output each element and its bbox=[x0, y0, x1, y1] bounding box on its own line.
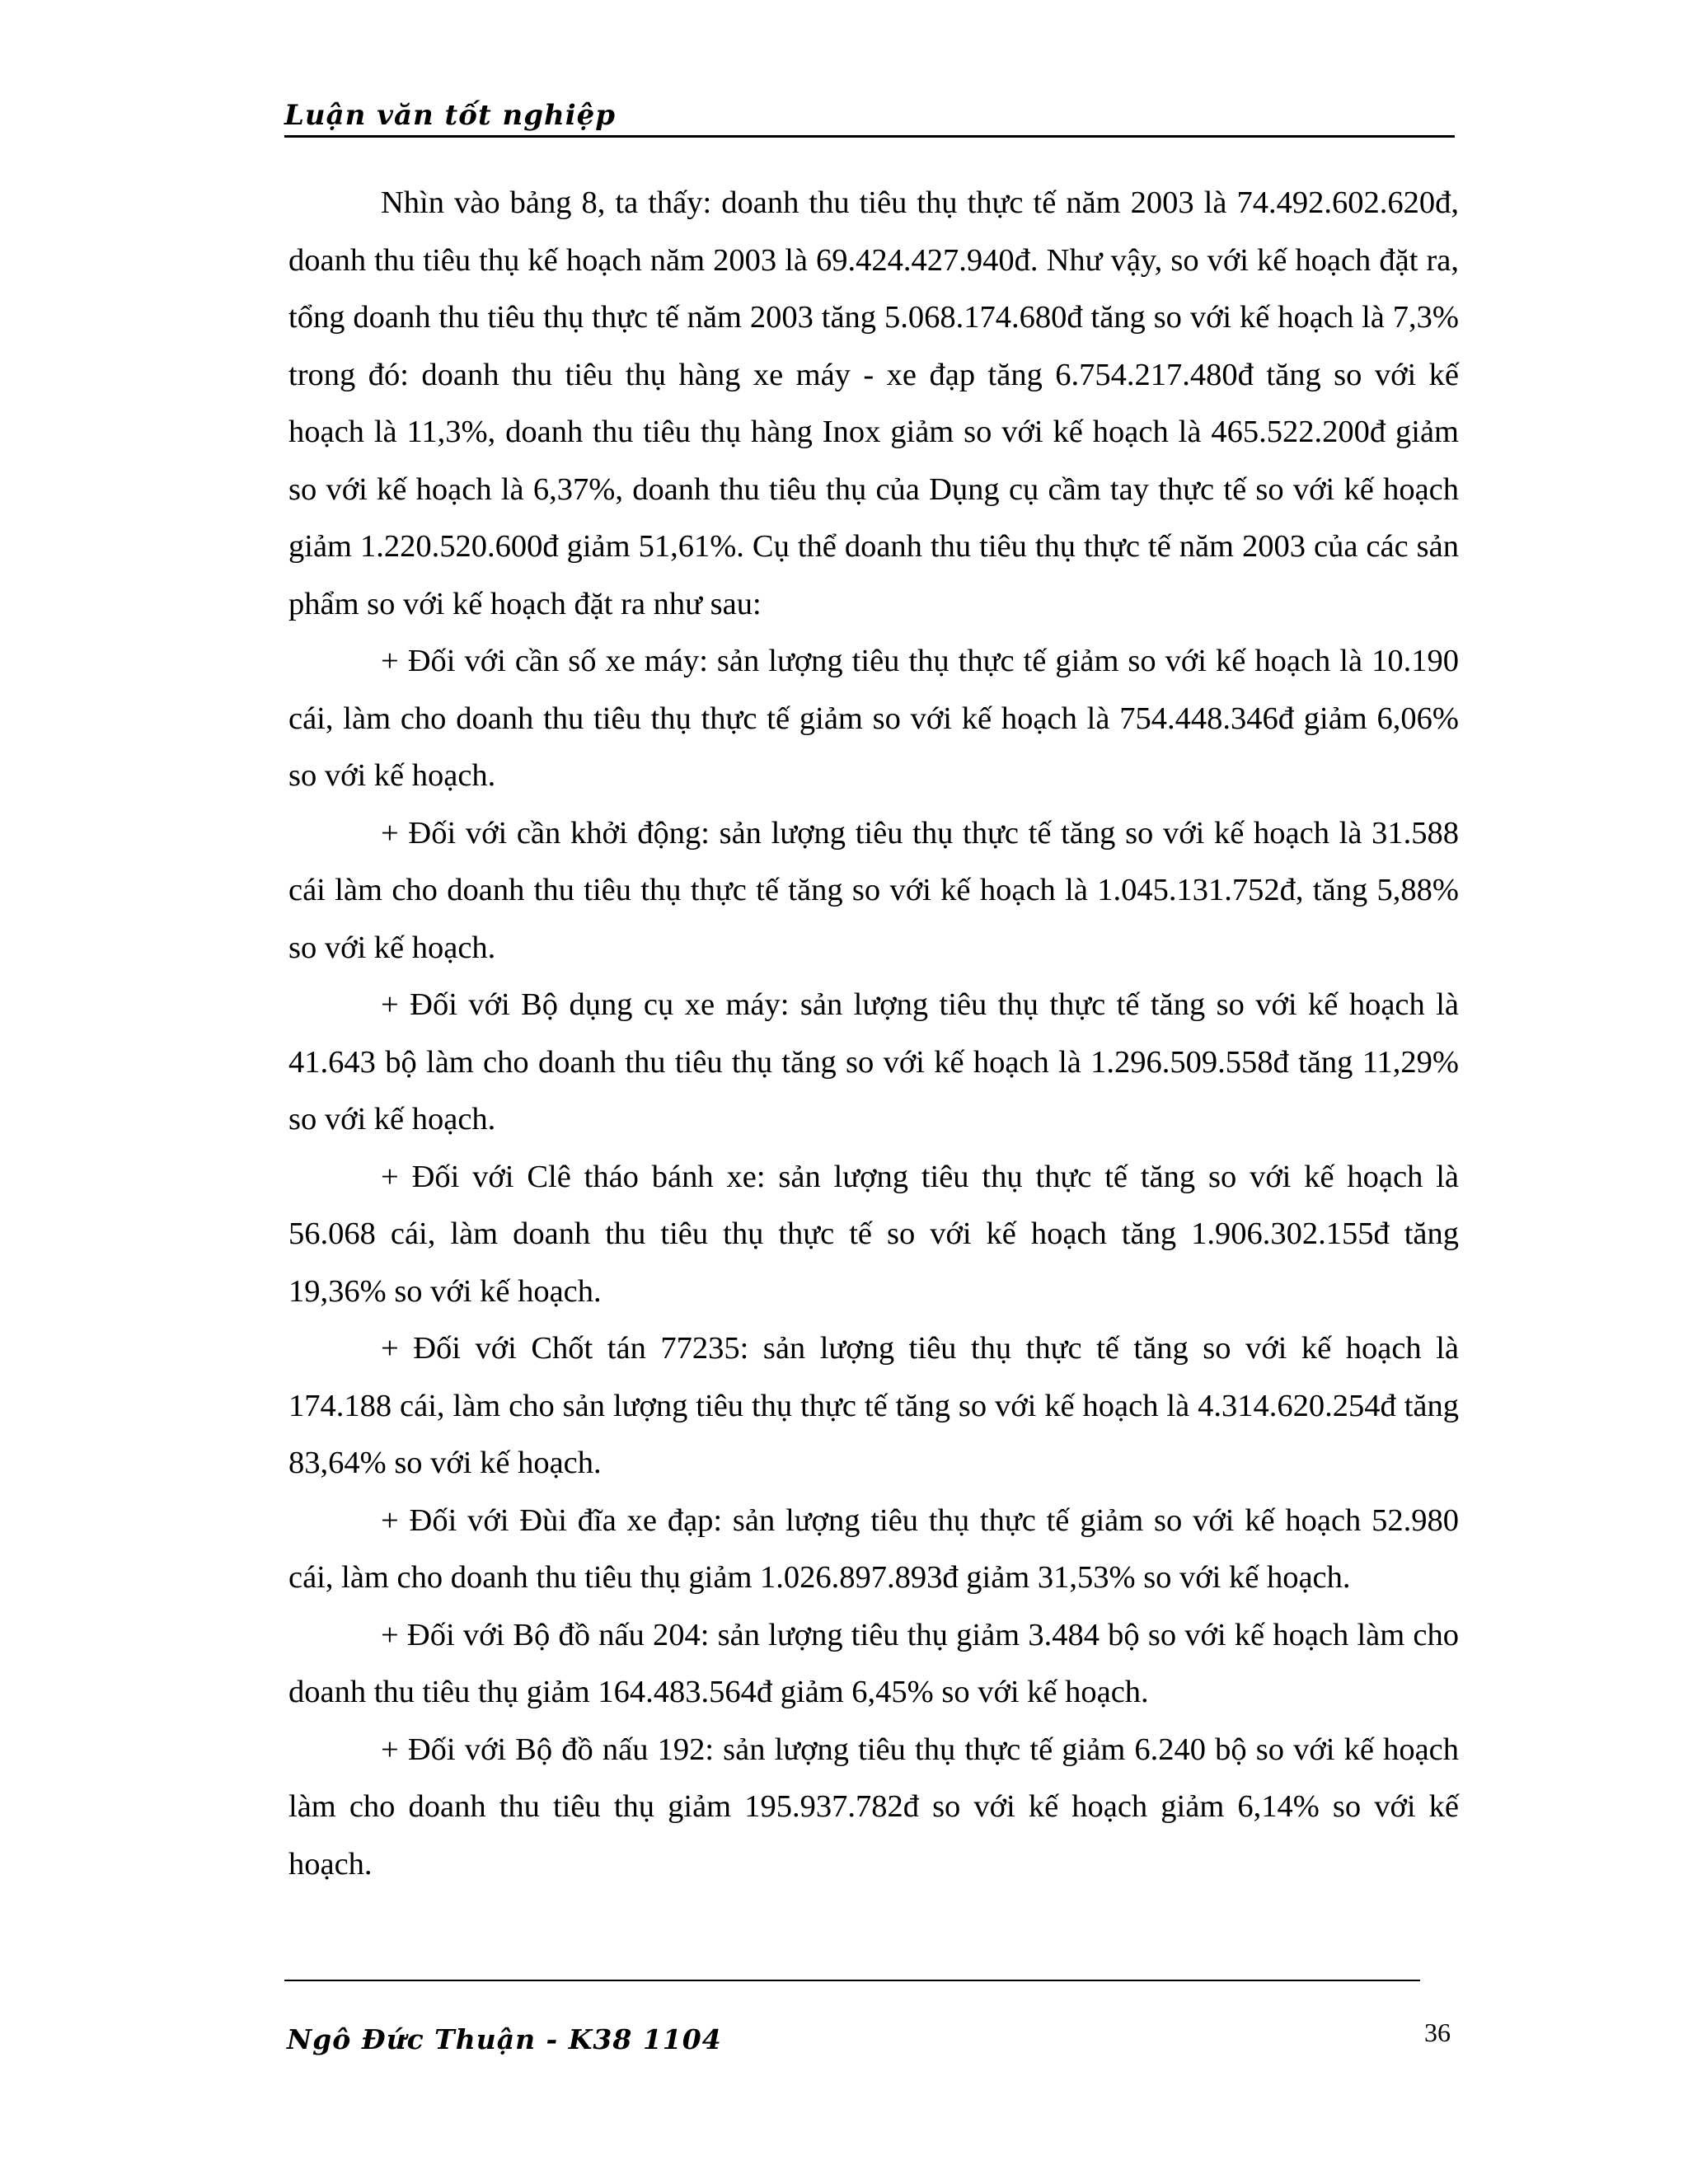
paragraph: + Đối với cần số xe máy: sản lượng tiêu thụ thực tế giảm so với kế hoạch là 10.190 cái, làm cho doanh thu tiêu thụ thực tế giảm so với kế hoạch là 754.448.346đ giảm 6,06% so với kế hoạch. bbox=[288, 644, 1459, 793]
paragraph: Nhìn vào bảng 8, ta thấy: doanh thu tiêu thụ thực tế năm 2003 là 74.492.602.620đ, doanh thu tiêu thụ kế hoạch năm 2003 là 69.424.427.940đ. Như vậy, so với kế hoạch đặt ra, tổng doanh thu tiêu thụ thực tế năm 2003 tăng 5.068.174.680đ tăng so với kế hoạch là 7,3% trong đó: doanh thu tiêu thụ hàng xe máy - xe đạp tăng 6.754.217.480đ tăng so với kế hoạch là 11,3%, doanh thu tiêu thụ hàng Inox giảm so với kế hoạch là 465.522.200đ giảm so với kế hoạch là 6,37%, doanh thu tiêu thụ của Dụng cụ cầm tay thực tế so với kế hoạch giảm 1.220.520.600đ giảm 51,61%. Cụ thể doanh thu tiêu thụ thực tế năm 2003 của các sản phẩm so với kế hoạch đặt ra như sau: bbox=[288, 185, 1459, 621]
paragraph: + Đối với Clê tháo bánh xe: sản lượng tiêu thụ thực tế tăng so với kế hoạch là 56.068 cái, làm doanh thu tiêu thụ thực tế so với kế hoạch tăng 1.906.302.155đ tăng 19,36% so với kế hoạch. bbox=[288, 1159, 1459, 1309]
paragraph: + Đối với Đùi đĩa xe đạp: sản lượng tiêu thụ thực tế giảm so với kế hoạch 52.980 cái, làm cho doanh thu tiêu thụ giảm 1.026.897.893đ giảm 31,53% so với kế hoạch. bbox=[288, 1502, 1459, 1595]
page-number: 36 bbox=[1424, 2018, 1451, 2047]
paragraph: + Đối với Chốt tán 77235: sản lượng tiêu thụ thực tế tăng so với kế hoạch là 174.188 cái, làm cho sản lượng tiêu thụ thực tế tăng so với kế hoạch là 4.314.620.254đ tăng 83,64% so với kế hoạch. bbox=[288, 1331, 1459, 1480]
paragraph: + Đối với Bộ dụng cụ xe máy: sản lượng tiêu thụ thực tế tăng so với kế hoạch là 41.643 bộ làm cho doanh thu tiêu thụ tăng so với kế hoạch là 1.296.509.558đ tăng 11,29% so với kế hoạch. bbox=[288, 987, 1459, 1137]
footer-divider bbox=[284, 1980, 1420, 1981]
header-title: Luận văn tốt nghiệp bbox=[284, 99, 617, 132]
page-header bbox=[284, 89, 1455, 138]
footer-author: Ngô Đức Thuận - K38 1104 bbox=[287, 2023, 722, 2055]
body-text bbox=[288, 175, 1459, 1893]
paragraph: + Đối với Bộ đồ nấu 204: sản lượng tiêu thụ giảm 3.484 bộ so với kế hoạch làm cho doanh thu tiêu thụ giảm 164.483.564đ giảm 6,45% so với kế hoạch. bbox=[288, 1617, 1459, 1709]
paragraph: + Đối với cần khởi động: sản lượng tiêu thụ thực tế tăng so với kế hoạch là 31.588 cái làm cho doanh thu tiêu thụ thực tế tăng so với kế hoạch là 1.045.131.752đ, tăng 5,88% so với kế hoạch. bbox=[288, 815, 1459, 965]
paragraph: + Đối với Bộ đồ nấu 192: sản lượng tiêu thụ thực tế giảm 6.240 bộ so với kế hoạch làm cho doanh thu tiêu thụ giảm 195.937.782đ so với kế hoạch giảm 6,14% so với kế hoạch. bbox=[288, 1732, 1459, 1882]
